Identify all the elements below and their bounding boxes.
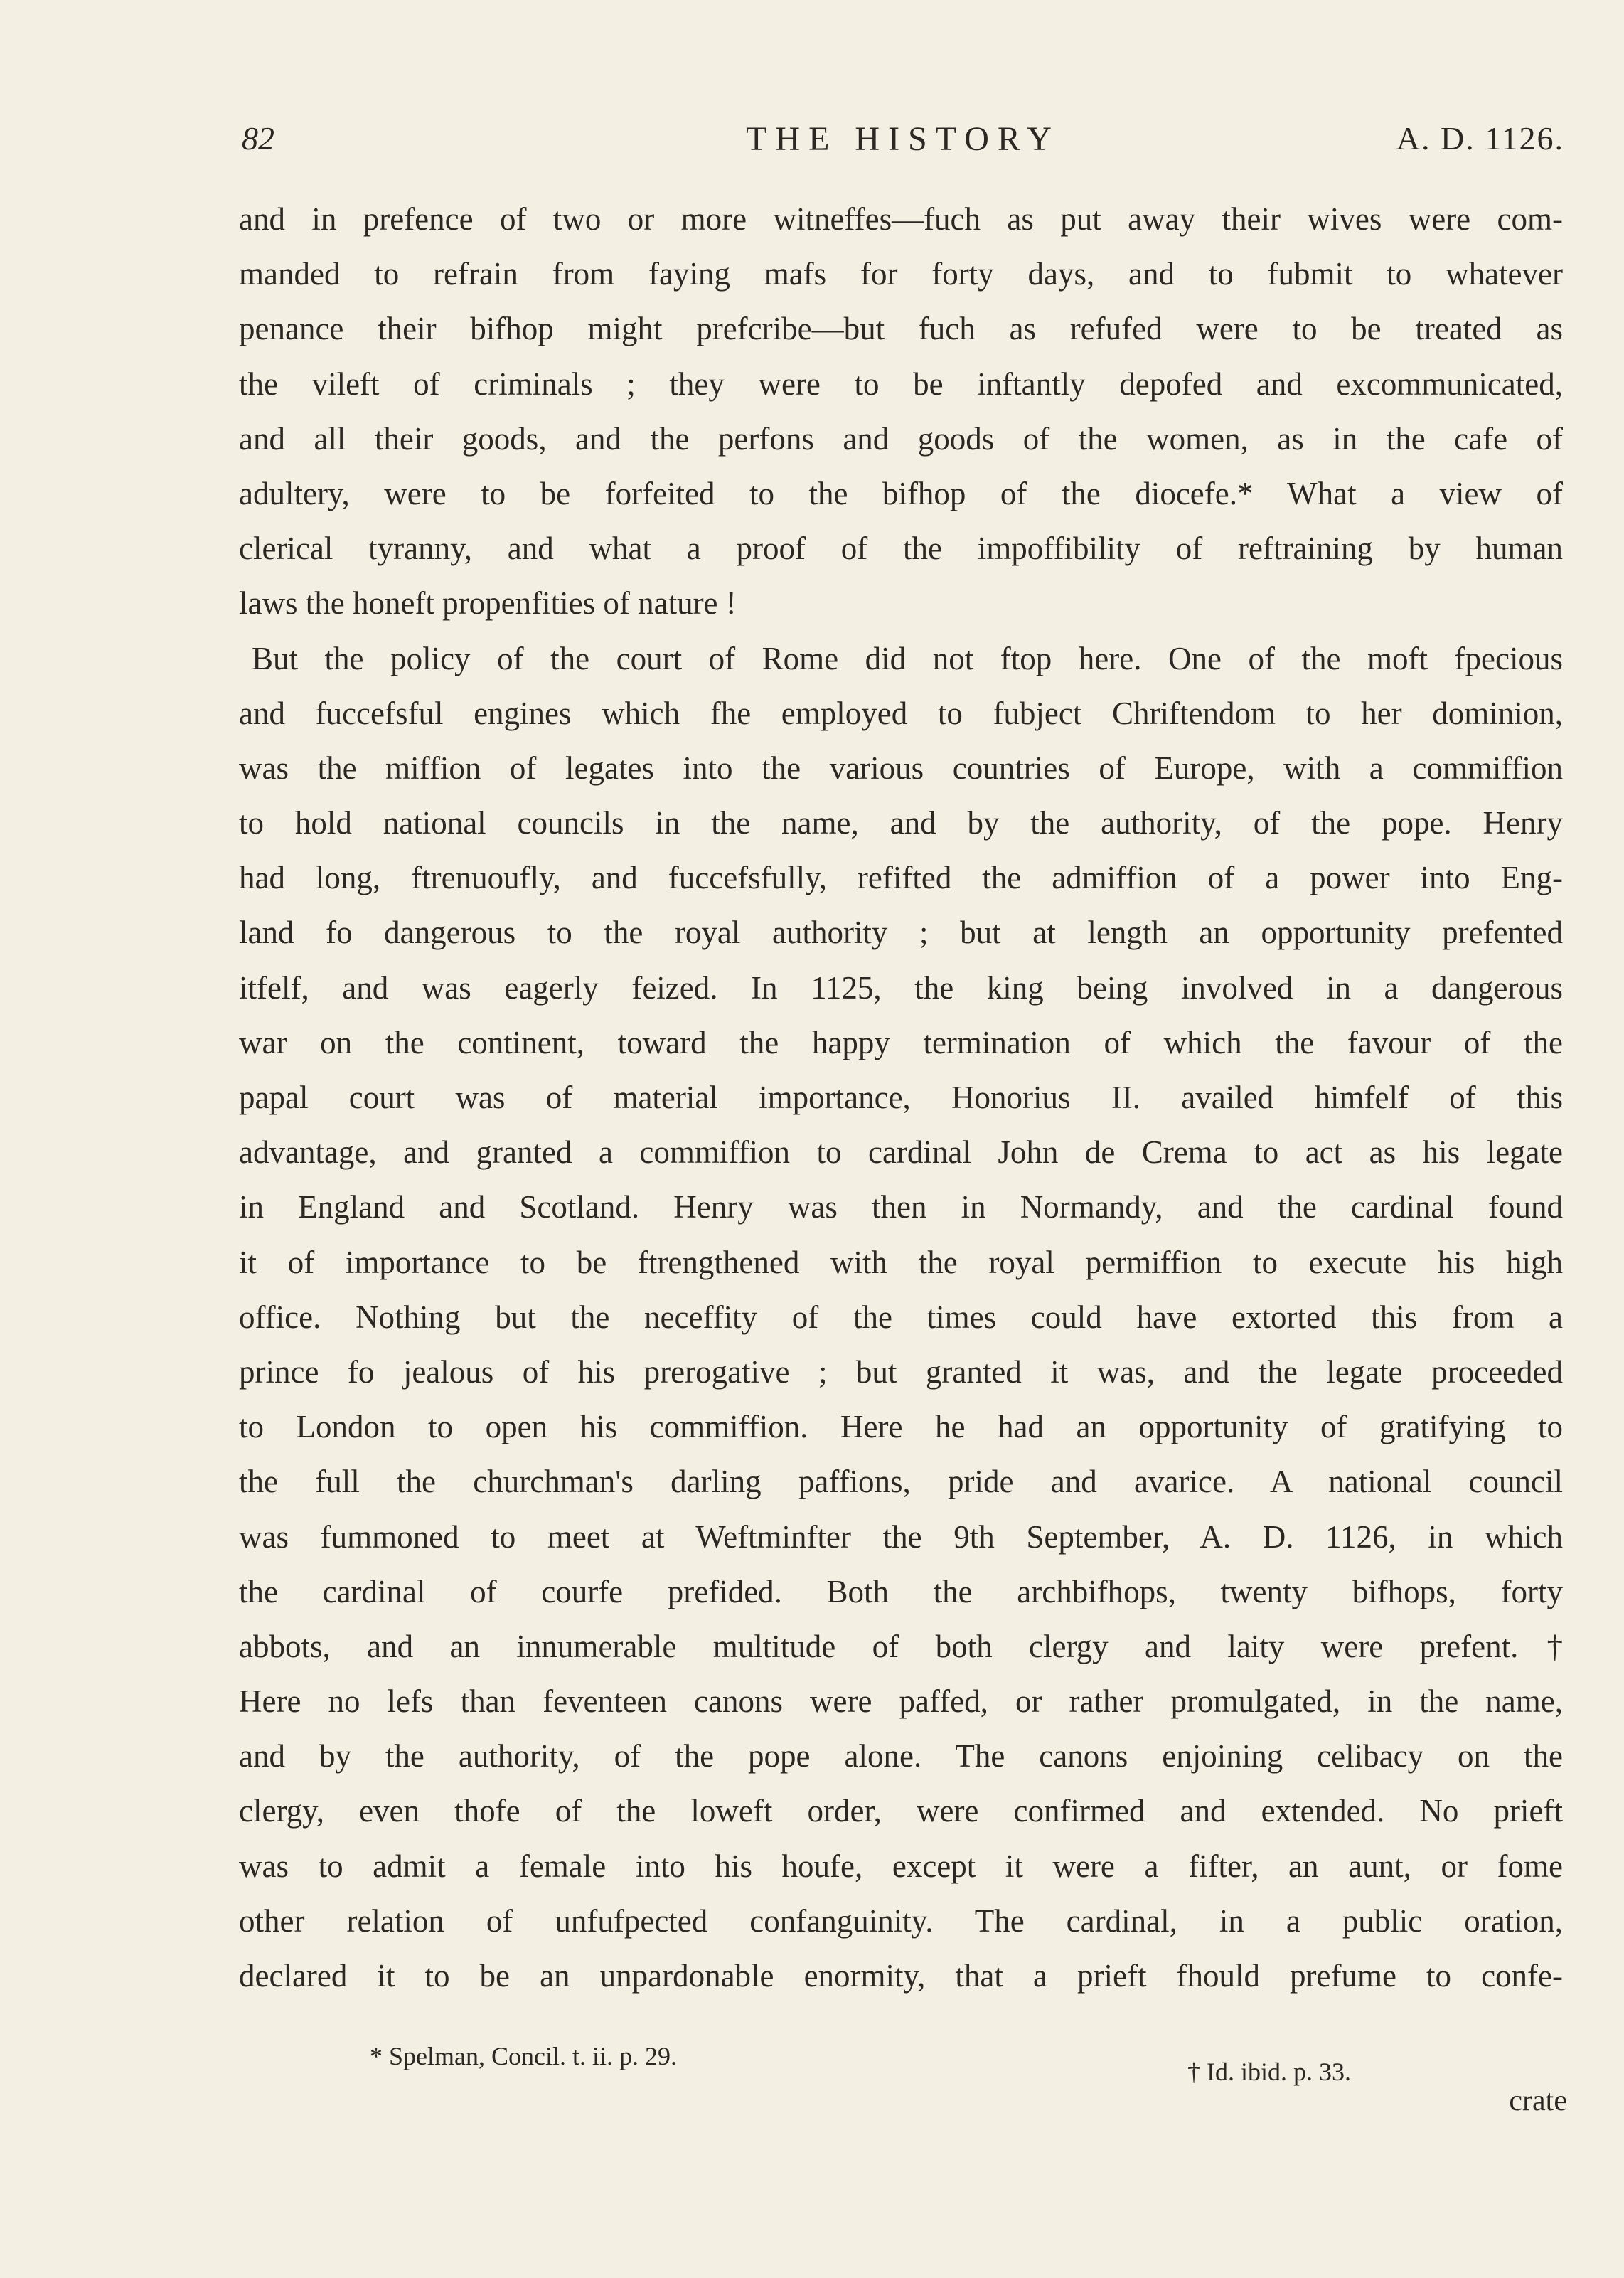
text-line: abbots, and an innumerable multitude of both clergy and laity were prefent.† — [239, 1628, 1563, 1664]
text-line: Here no lefs than feventeen canons were paffed, or rather promulgated, in the name, — [239, 1683, 1563, 1720]
footnote-spelman: * Spelman, Concil. t. ii. p. 29. — [370, 2042, 677, 2070]
text-line: it of importance to be ftrengthened with the royal permiffion to execute his high — [239, 1244, 1563, 1280]
text-line: the cardinal of courfe prefided. Both the archbifhops, twenty bifhops, forty — [239, 1573, 1563, 1609]
text-line: clergy, even thofe of the loweft order, were confirmed and extended. No prieft — [239, 1793, 1563, 1829]
text-line: had long, ftrenuoufly, and fuccefsfully, refifted the admiffion of a power into Eng- — [239, 860, 1563, 896]
main-text — [239, 192, 1563, 2003]
text-line: to London to open his commiffion. Here he had an opportunity of gratifying to — [239, 1409, 1563, 1445]
text-line: itfelf, and was eagerly feized. In 1125, the king being involved in a dangerous — [239, 969, 1563, 1006]
text-line: papal court was of material importance, Honorius II. availed himfelf of this — [239, 1080, 1563, 1115]
text-line: penance their bifhop might prefcribe—but fuch as refufed were to be treated as — [239, 311, 1563, 347]
text-line: was fummoned to meet at Weftminfter the 9th September, A. D. 1126, in which — [239, 1518, 1563, 1555]
text-line: land fo dangerous to the royal authority ; but at length an opportunity prefented — [239, 915, 1563, 951]
text-line: in England and Scotland. Henry was then in Normandy, and the cardinal found — [239, 1189, 1563, 1225]
text-line: the vileft of criminals ; they were to be inftantly depofed and excommunicated, — [239, 366, 1563, 402]
text-line: was to admit a female into his houfe, except it were a fifter, an aunt, or fome — [239, 1848, 1563, 1884]
text-line: was the miffion of legates into the various countries of Europe, with a commiffion — [239, 750, 1563, 786]
page-number: 82 — [242, 120, 274, 156]
text-line: and in prefence of two or more witneffes—fuch as put away their wives were com- — [239, 201, 1563, 237]
text-line: manded to refrain from faying mafs for forty days, and to fubmit to whatever — [239, 256, 1563, 292]
text-line: to hold national councils in the name, and by the authority, of the pope. Henry — [239, 805, 1563, 841]
text-line: adultery, were to be forfeited to the bifhop of the diocefe.* What a view of — [239, 475, 1563, 511]
footnote-ibid: † Id. ibid. p. 33. — [1187, 2058, 1351, 2086]
text-line: and fuccefsful engines which fhe employed to fubject Chriftendom to her dominion, — [239, 695, 1563, 731]
text-line: office. Nothing but the neceffity of the times could have extorted this from a — [239, 1299, 1563, 1335]
text-line: and all their goods, and the perfons and goods of the women, as in the cafe of — [239, 420, 1563, 457]
year-heading: A. D. 1126. — [1396, 120, 1564, 156]
text-line: other relation of unfufpected confanguinity. The cardinal, in a public oration, — [239, 1902, 1563, 1939]
catchword: crate — [1509, 2085, 1567, 2117]
running-title: THE HISTORY — [746, 120, 1060, 158]
text-line: declared it to be an unpardonable enormity, that a prieft fhould prefume to confe- — [239, 1958, 1563, 1994]
text-line: prince fo jealous of his prerogative ; but granted it was, and the legate proceeded — [239, 1353, 1563, 1390]
page-header — [242, 119, 1564, 169]
text-line: the full the churchman's darling paffions, pride and avarice. A national council — [239, 1464, 1563, 1500]
text-line: laws the honeft propenfities of nature ! — [239, 585, 737, 622]
text-line: war on the continent, toward the happy termination of which the favour of the — [239, 1024, 1563, 1060]
text-line: clerical tyranny, and what a proof of the impoffibility of reftraining by human — [239, 531, 1563, 567]
footnotes — [370, 2041, 1436, 2084]
text-line: But the policy of the court of Rome did not ftop here. One of the moft fpecious — [252, 640, 1563, 676]
text-line: and by the authority, of the pope alone. The canons enjoining celibacy on the — [239, 1738, 1563, 1774]
text-line: advantage, and granted a commiffion to cardinal John de Crema to act as his legate — [239, 1134, 1563, 1171]
